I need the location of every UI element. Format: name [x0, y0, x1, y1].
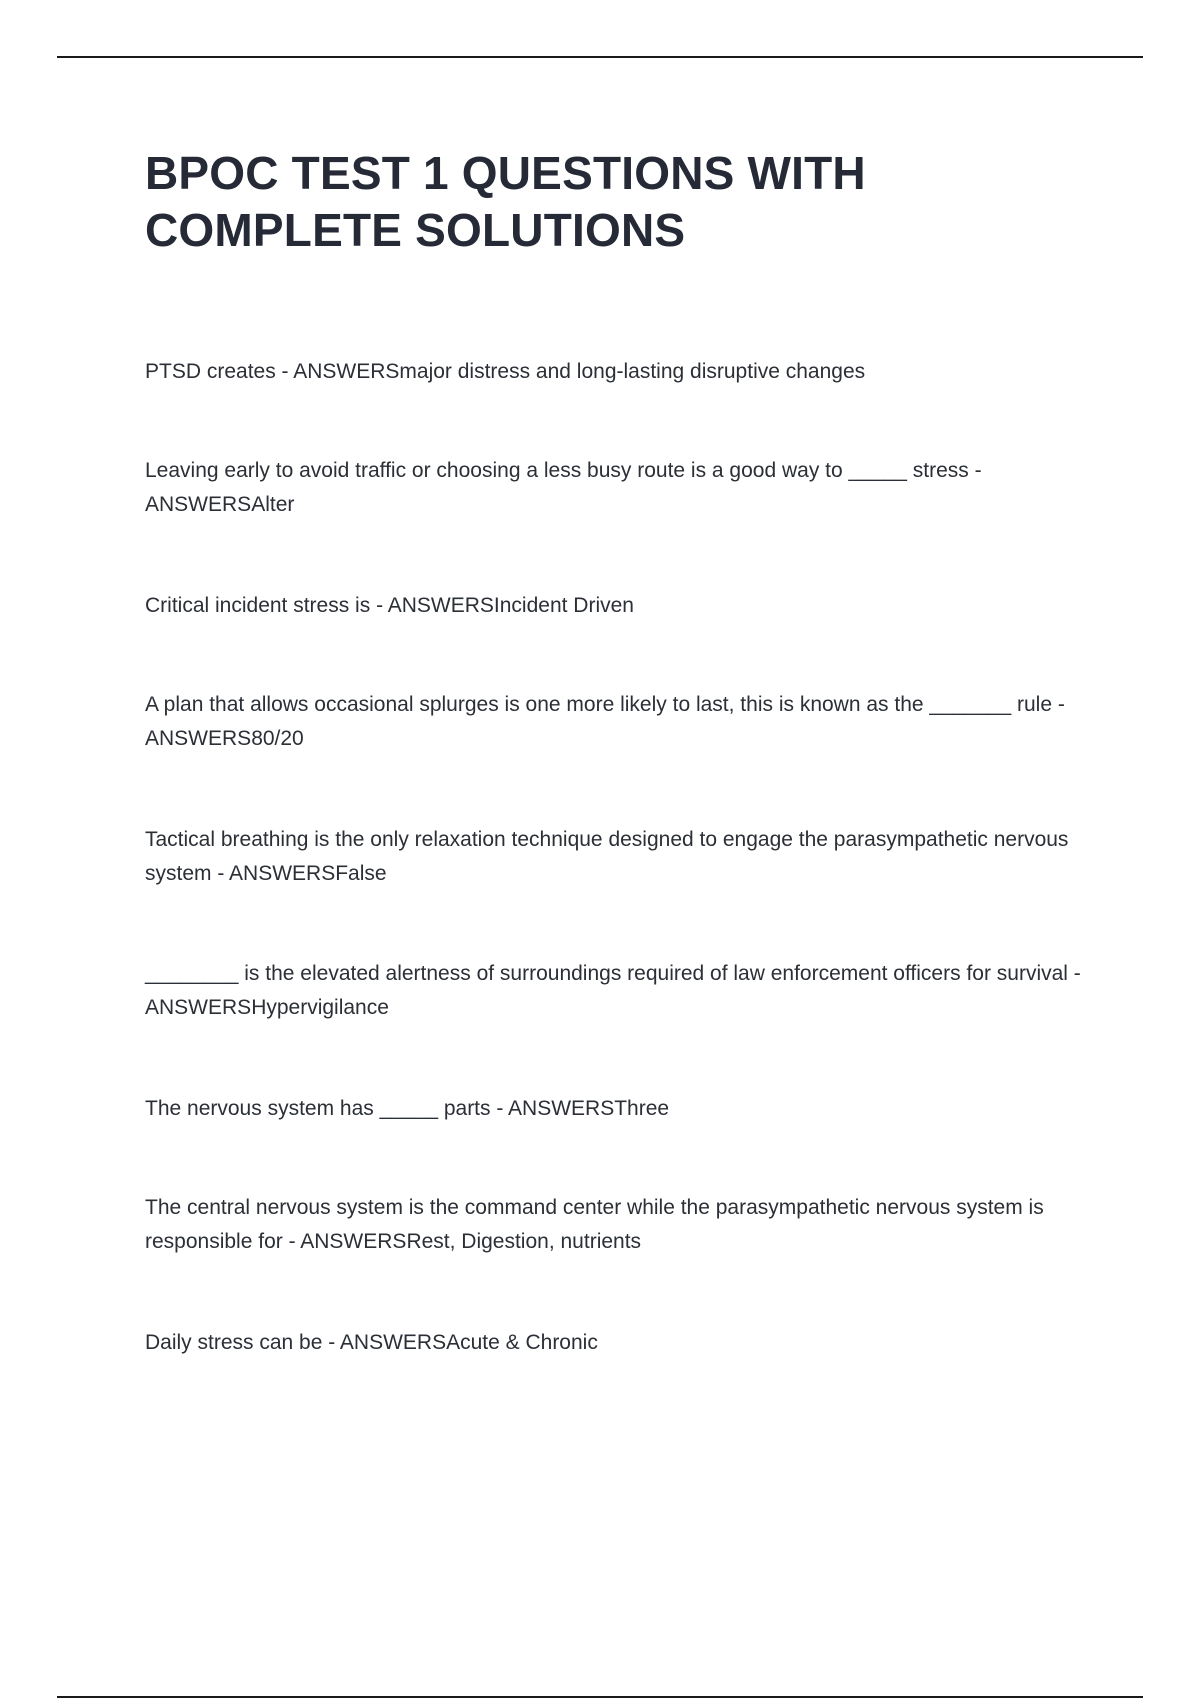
question-text: Leaving early to avoid traffic or choosing a less busy route is a good way to _____ stress — [145, 459, 969, 482]
question-text: Tactical breathing is the only relaxation technique designed to engage the parasympathetic nervous system — [145, 828, 1075, 885]
qa-item — [145, 1092, 1095, 1126]
answer-separator: - ANSWERS — [282, 1230, 407, 1253]
qa-item — [145, 355, 1095, 389]
answer-text: False — [335, 862, 387, 885]
qa-item — [145, 823, 1095, 891]
answer-text: Acute & Chronic — [446, 1331, 598, 1354]
question-text: The central nervous system is the command center while the parasympathetic nervous system is responsible for — [145, 1196, 1050, 1253]
bottom-rule — [57, 1696, 1143, 1698]
question-text: Daily stress can be — [145, 1331, 323, 1354]
answer-separator: - ANSWERS — [322, 1331, 447, 1354]
answer-separator: - ANSWERS — [145, 693, 1070, 750]
qa-item — [145, 1191, 1095, 1259]
top-rule — [57, 56, 1143, 58]
question-text: Critical incident stress is — [145, 594, 371, 617]
answer-separator: - ANSWERS — [145, 962, 1086, 1019]
question-text: PTSD creates — [145, 360, 276, 383]
qa-item — [145, 688, 1095, 756]
question-text: A plan that allows occasional splurges is one more likely to last, this is known as the _______ rule — [145, 693, 1052, 716]
answer-text: 80/20 — [251, 727, 304, 750]
answer-separator: - ANSWERS — [275, 360, 400, 383]
document-title: BPOC TEST 1 QUESTIONS WITH COMPLETE SOLUTIONS — [145, 147, 866, 256]
answer-text: Three — [614, 1097, 670, 1120]
question-text: ________ is the elevated alertness of surroundings required of law enforcement officers for survival — [145, 962, 1068, 985]
qa-item — [145, 1326, 1095, 1360]
answer-text: Incident Driven — [493, 594, 634, 617]
qa-item — [145, 589, 1095, 623]
answer-separator: - ANSWERS — [490, 1097, 615, 1120]
answer-separator: - ANSWERS — [370, 594, 494, 617]
qa-item — [145, 957, 1095, 1025]
answer-text: Alter — [251, 493, 295, 516]
question-text: The nervous system has _____ parts — [145, 1097, 491, 1120]
answer-text: major distress and long-lasting disruptive changes — [399, 360, 866, 383]
answer-separator: - ANSWERS — [145, 459, 987, 516]
answer-separator: - ANSWERS — [211, 862, 336, 885]
qa-item — [145, 454, 1095, 522]
answer-text: Hypervigilance — [251, 996, 389, 1019]
answer-text: Rest, Digestion, nutrients — [406, 1230, 642, 1253]
